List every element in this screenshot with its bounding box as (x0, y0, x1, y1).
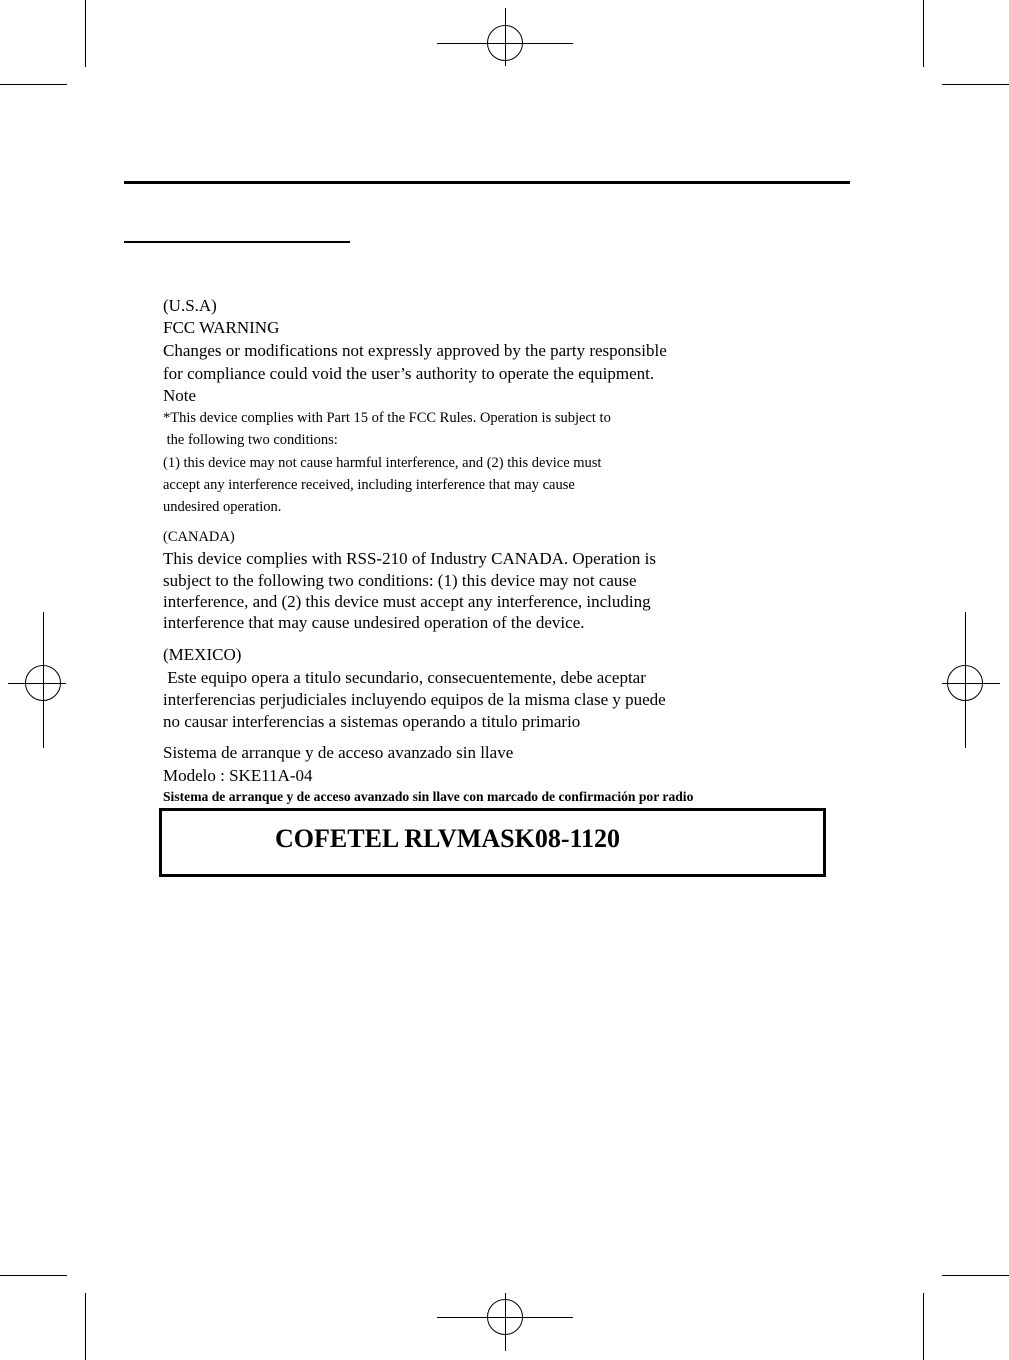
note-line: (1) this device may not cause harmful interference, and (2) this device must (163, 455, 602, 471)
note-line: undesired operation. (163, 499, 282, 515)
registration-mark-circle (947, 665, 983, 701)
registration-mark-circle (25, 665, 61, 701)
crop-mark-line (0, 1275, 67, 1276)
canada-line: interference that may cause undesired operation of the device. (163, 613, 585, 632)
mexico-line: no causar interferencias a sistemas operando a titulo primario (163, 712, 581, 731)
fcc-warning-line: Changes or modifications not expressly approved by the party responsible (163, 341, 667, 360)
header-rule (124, 181, 850, 184)
crop-mark-line (0, 84, 67, 85)
crop-mark-line (923, 1293, 924, 1360)
canada-heading: (CANADA) (163, 529, 235, 545)
crop-mark-line (85, 1293, 86, 1360)
canada-line: subject to the following two conditions: (1) this device may not cause (163, 571, 637, 590)
note-line: the following two conditions: (163, 432, 338, 448)
usa-heading: (U.S.A) (163, 296, 217, 315)
registration-mark-circle (487, 25, 523, 61)
note-label: Note (163, 386, 197, 405)
fcc-warning-title: FCC WARNING (163, 318, 280, 337)
mexico-line: Este equipo opera a titulo secundario, consecuentemente, debe aceptar (163, 668, 646, 687)
crop-mark-line (942, 84, 1009, 85)
crop-mark-line (942, 1275, 1009, 1276)
model-number: Modelo : SKE11A-04 (163, 766, 313, 785)
note-line: accept any interference received, including interference that may cause (163, 477, 575, 493)
fcc-warning-line: for compliance could void the user’s authority to operate the equipment. (163, 364, 655, 383)
canada-line: interference, and (2) this device must accept any interference, including (163, 592, 651, 611)
section-title-underline (124, 241, 350, 243)
cofetel-box (159, 808, 826, 877)
canada-line: This device complies with RSS-210 of Industry CANADA. Operation is (163, 549, 656, 568)
cofetel-number: COFETEL RLVMASK08-1120 (275, 824, 621, 853)
note-line: *This device complies with Part 15 of the FCC Rules. Operation is subject to (163, 410, 611, 426)
mexico-line: interferencias perjudiciales incluyendo equipos de la misma clase y puede (163, 690, 666, 709)
system-name: Sistema de arranque y de acceso avanzado sin llave (163, 743, 514, 762)
system-full-description: Sistema de arranque y de acceso avanzado sin llave con marcado de confirmación por radio (163, 789, 694, 804)
crop-mark-line (85, 0, 86, 67)
mexico-heading: (MEXICO) (163, 645, 242, 664)
crop-mark-line (923, 0, 924, 67)
registration-mark-circle (487, 1299, 523, 1335)
